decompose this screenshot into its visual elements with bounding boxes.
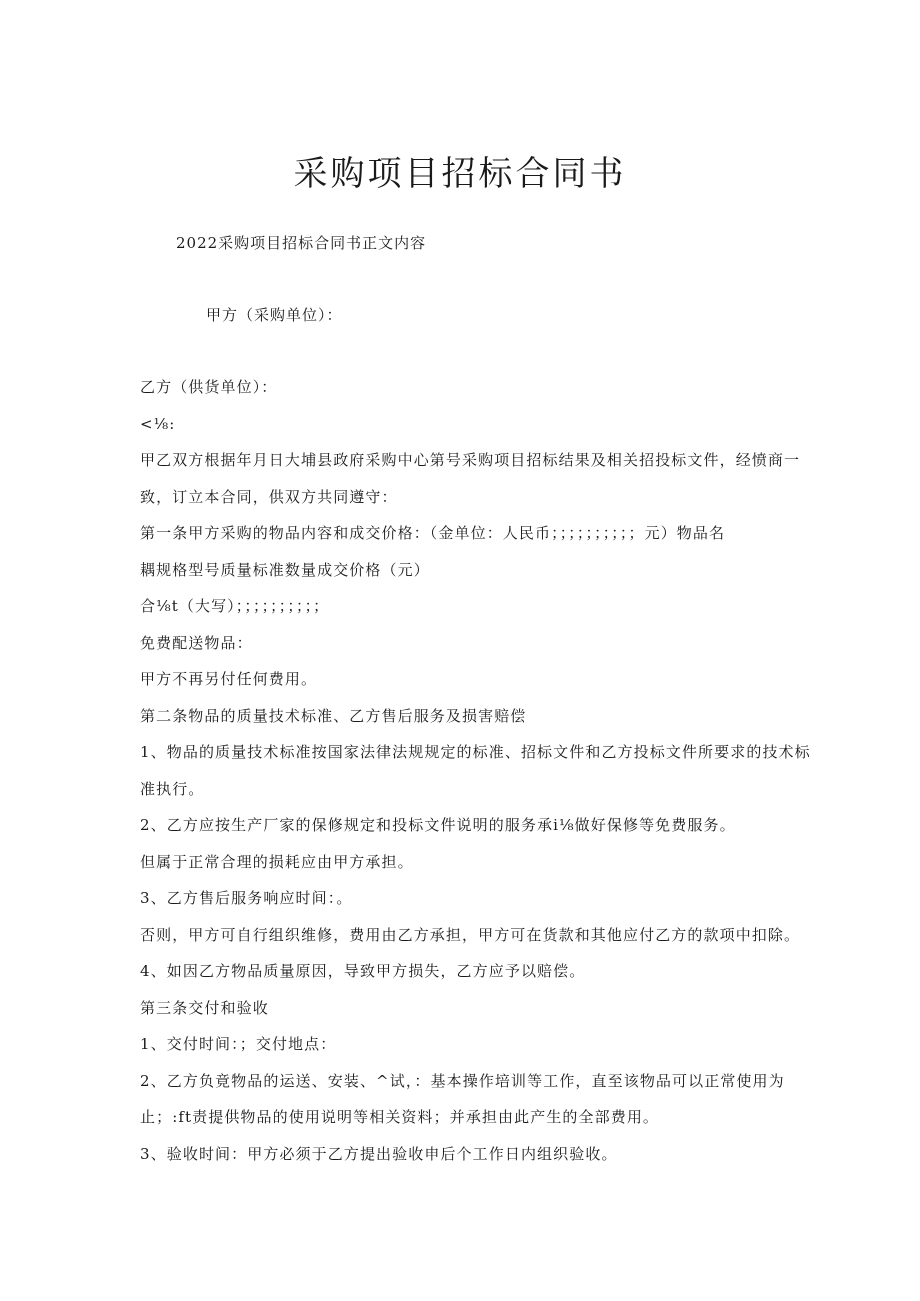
clause-line: 1、交付时间：；交付地点： (140, 1035, 337, 1053)
document-subtitle: 2022采购项目招标合同书正文内容 (176, 234, 427, 252)
body-line: 耦规格型号质量标准数量成交价格（元） (140, 560, 430, 579)
body-line: 甲方不再另付任何费用。 (140, 670, 318, 688)
party-a-label: 甲方（采购单位）： (206, 306, 343, 324)
total-amount-line: 合⅛t（大写）；；；；；；；；；； (140, 597, 330, 615)
clause-line: 3、验收时间：甲方必须于乙方提出验收申后个工作日内组织验收。 (140, 1144, 618, 1163)
body-line: 否则，甲方可自行组织维修，费用由乙方承担，甲方可在货款和其他应付乙方的款项中扣除。 (140, 925, 801, 944)
clause-line: 2、乙方负竟物品的运送、安装、^试，：基本操作培训等工作，直至该物品可以正常使用为 (140, 1071, 785, 1090)
body-line: 免费配送物品： (140, 633, 253, 652)
article-1-heading: 第一条甲方采购的物品内容和成交价格：（金单位：人民币；；；；；；；；；；元）物品名 (140, 524, 726, 542)
article-3-heading: 第三条交付和验收 (140, 998, 269, 1017)
body-line: 致，订立本合同，供双方共同遵守： (140, 487, 398, 506)
party-b-label: 乙方（供货单位）： (140, 378, 278, 396)
body-line: 准执行。 (140, 779, 205, 798)
body-line: 止；:ft责提供物品的使用说明等相关资料；并承担由此产生的全部费用。 (140, 1108, 660, 1126)
article-2-heading: 第二条物品的质量技术标准、乙方售后服务及损害赔偿 (140, 706, 527, 725)
contract-body (140, 377, 811, 1180)
body-line: 甲乙双方根据年月日大埔县政府采购中心第号采购项目招标结果及相关招投标文件，经愤商一 (140, 451, 801, 469)
clause-line: 1、物品的质量技术标准按国家法律法规规定的标准、招标文件和乙方投标文件所要求的技术标 (140, 743, 811, 761)
document-title: 采购项目招标合同书 (293, 154, 627, 194)
clause-line: 3、乙方售后服务响应时间：。 (140, 889, 353, 907)
clause-line: 4、如因乙方物品质量原因，导致甲方损失，乙方应予以赔偿。 (140, 962, 586, 980)
body-line: <⅛: (140, 414, 176, 433)
body-line: 但属于正常合理的损耗应由甲方承担。 (140, 852, 414, 871)
clause-line: 2、乙方应按生产厂家的保修规定和投标文件说明的服务承i⅛做好保修等免费服务。 (140, 816, 736, 834)
